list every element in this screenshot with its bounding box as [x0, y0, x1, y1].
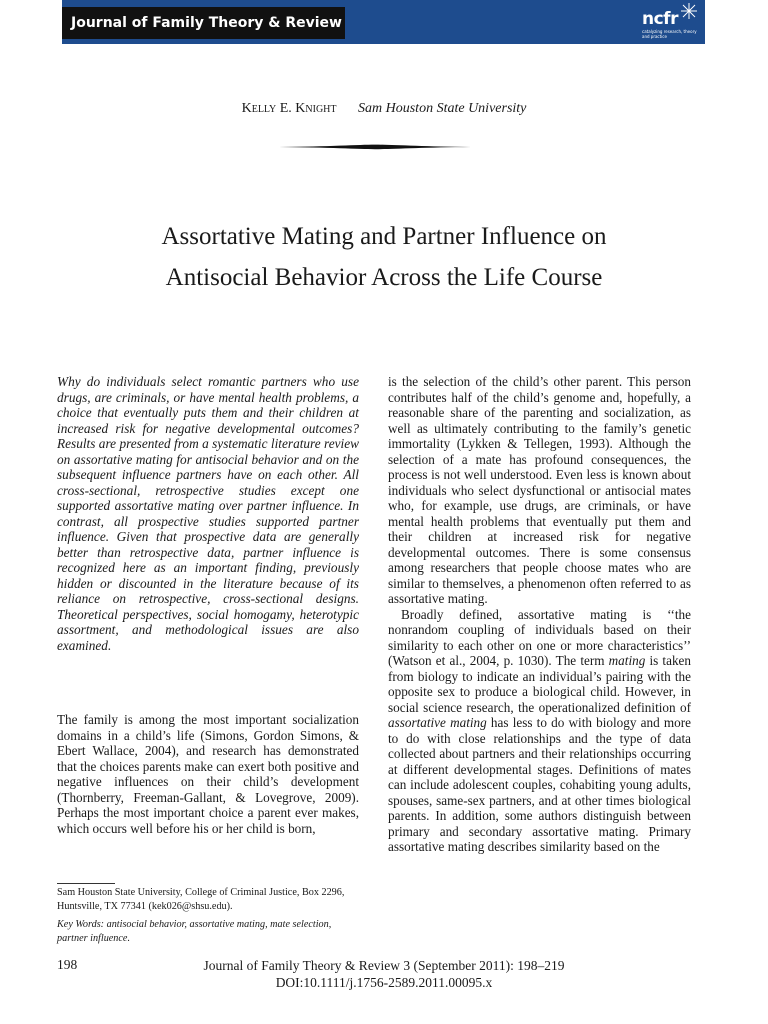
- citation-footer: [0, 957, 768, 991]
- journal-citation: Journal of Family Theory & Review 3 (September 2011): 198–219: [203, 958, 565, 973]
- footnote-divider: [57, 883, 115, 884]
- paragraph-text: is taken from biology to indicate an individual’s pairing with the opposite sex to produce a biological child. However, in social science research, the operationalized definition of: [388, 653, 691, 715]
- paragraph-text: Broadly defined, assortative mating is ‘‘the nonrandom coupling of individuals based on their similarity to each other on one or more characteristics’’ (Watson et al., 2004, p. 1030). The term: [388, 606, 691, 668]
- page-number: 198: [57, 957, 78, 972]
- ncfr-logo: [638, 2, 702, 42]
- ncfr-logo-text: ncfr: [642, 9, 678, 29]
- star-icon: [680, 2, 698, 20]
- doi: DOI:10.1111/j.1756-2589.2011.00095.x: [275, 975, 493, 990]
- author-address-footnote: Sam Houston State University, College of Criminal Justice, Box 2296, Huntsville, TX 77341 (kek026@shsu.edu).: [57, 887, 345, 912]
- title-ornament-rule: [279, 143, 471, 151]
- paragraph-text: has less to do with biology and more to do with close relationships and the type of data collected about partners and their relationships occurring at different developmental stages. Definitions of mates can include adolescent couples, cohabiting young adults, spouses, same-sex partners, and at other times biological parents. In addition, some authors distinguish between primary and secondary assortative mating. Primary assortative mating describes similarity based on the: [388, 715, 692, 854]
- journal-header-bar: [62, 0, 705, 44]
- emphasis-mating: mating: [608, 653, 646, 668]
- byline: [0, 101, 768, 117]
- article-title-line-2: Antisocial Behavior Across the Life Course: [165, 264, 603, 291]
- article-title-line-1: Assortative Mating and Partner Influence on: [161, 223, 607, 250]
- author-name: Kelly E. Knight: [241, 101, 337, 116]
- right-paragraph-1: is the selection of the child’s other parent. This person contributes half of the child’s genome and, hopefully, a reasonable share of the parenting and socialization, as well as ultimately contributing to the family’s genetic immortality (Lykken & Tellegen, 1993). Although the selection of a mate has profound consequences, the process is not well understood. Even less is known about individuals who select dysfunctional or antisocial mates who, for example, use drugs, are criminals, or have mental health problems that eventually put them and their children at increased risk for negative developmental outcomes. There is some consensus among researchers that people choose mates who are similar to themselves, a phenomenon often referred to as assortative mating.: [388, 374, 691, 606]
- right-paragraph-2: [388, 607, 691, 855]
- article-title: [0, 216, 768, 298]
- emphasis-assortative-mating: assortative mating: [388, 715, 487, 730]
- intro-paragraph: The family is among the most important socialization domains in a child’s life (Simons, Gordon Simons, & Ebert Wallace, 2004), and research has demonstrated that the choices parents make can exert both positive and negative influences on their child’s development (Thornberry, Freeman-Gallant, & Lovegrove, 2009). Perhaps the most important choice a parent ever makes, which occurs well before his or her child is born,: [57, 712, 359, 836]
- abstract: Why do individuals select romantic partners who use drugs, are criminals, or have mental health problems, a choice that eventually puts them and their children at increased risk for negative developmental outcomes? Results are presented from a systematic literature review on assortative mating for antisocial behavior and on the subsequent influence partners have on each other. All cross-sectional, retrospective studies except one supported assortative mating over partner influence. In contrast, all prospective studies supported partner influence. Given that prospective data are generally better than retrospective data, partner influence is recognized here as an important finding, previously hidden or discounted in the literature because of its reliance on retrospective, cross-sectional designs. Theoretical perspectives, social homogamy, heterotypic assortment, and methodological issues are also examined.: [57, 374, 359, 653]
- keywords-footnote: Key Words: antisocial behavior, assortative mating, mate selection, partner influence.: [57, 919, 332, 944]
- right-column: [388, 374, 691, 855]
- author-affiliation: Sam Houston State University: [358, 101, 527, 116]
- ncfr-logo-tagline: catalyzing research, theory and practice: [642, 29, 697, 39]
- journal-title: Journal of Family Theory & Review: [62, 7, 345, 39]
